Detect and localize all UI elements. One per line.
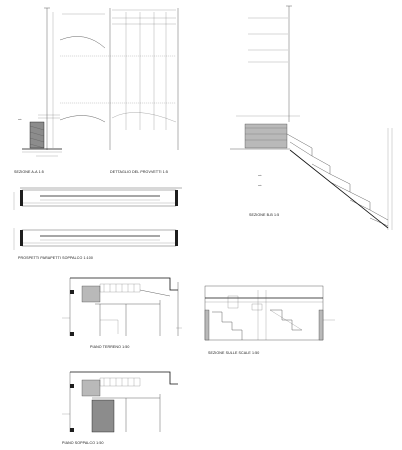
piano-terreno-drawing bbox=[62, 278, 178, 336]
svg-text:nota: nota bbox=[18, 119, 22, 121]
caption-piano-terreno: PIANO TERRENO 1:50 bbox=[90, 345, 130, 349]
caption-piano-soppalco: PIANO SOPPALCO 1:50 bbox=[62, 441, 104, 445]
piano-soppalco-drawing bbox=[62, 372, 178, 432]
svg-text:nota: nota bbox=[258, 175, 262, 177]
caption-dettaglio: DETTAGLIO DEL PROVVETTI 1:5 bbox=[110, 170, 169, 174]
caption-sezione-b: SEZIONE B-B 1:5 bbox=[249, 213, 280, 217]
caption-prospetti: PROSPETTI PARAPETTI SOPPALCO 1:100 bbox=[18, 256, 93, 260]
section-b-b-drawing bbox=[230, 6, 392, 230]
prospetti-drawing bbox=[14, 188, 182, 250]
caption-sezione-a: SEZIONE A-A 1:5 bbox=[14, 170, 44, 174]
section-a-a-drawing bbox=[18, 8, 62, 156]
svg-text:nota: nota bbox=[258, 185, 262, 187]
sezione-scale-drawing bbox=[176, 282, 335, 340]
dettaglio-drawing bbox=[60, 8, 178, 150]
caption-sezione-scale: SEZIONE SULLE SCALE 1:50 bbox=[208, 351, 260, 355]
